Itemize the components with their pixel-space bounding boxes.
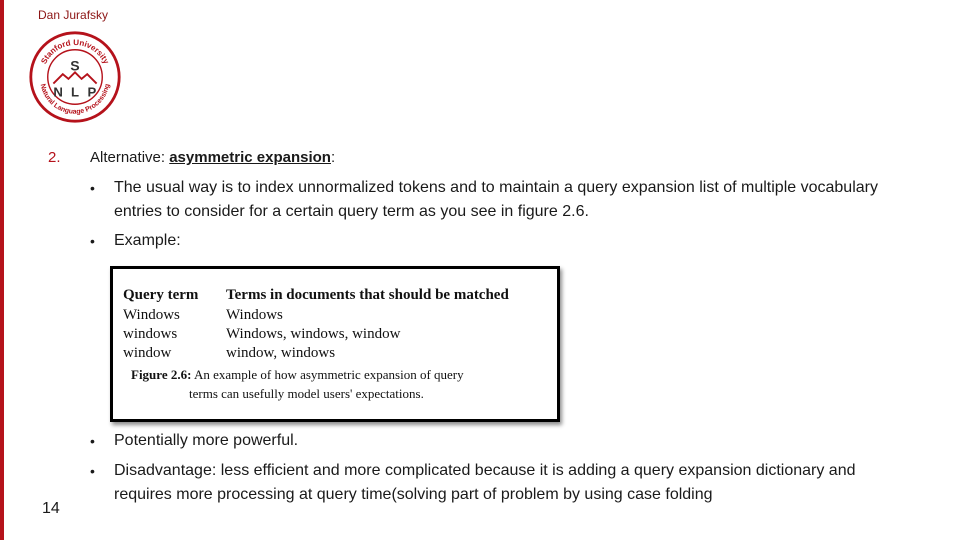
logo-letter-s: S — [70, 57, 80, 74]
logo-letter-n: N — [53, 84, 63, 100]
numbered-item — [48, 149, 335, 166]
bullet-dot-icon: • — [90, 233, 95, 249]
table-header-terms: Terms in documents that should be matched — [226, 287, 509, 303]
expansion-table — [123, 287, 509, 363]
figure-caption-line1: An example of how asymmetric expansion of query — [191, 367, 464, 382]
table-cell: Windows, windows, window — [226, 326, 401, 342]
bullet-dot-icon: • — [90, 463, 95, 479]
figure-caption-label: Figure 2.6: — [131, 367, 192, 382]
stanford-nlp-logo — [28, 30, 122, 124]
table-cell: windows — [123, 326, 178, 342]
table-row — [123, 325, 509, 344]
table-cell: window, windows — [226, 345, 336, 361]
logo-top-text: Stanford University — [39, 37, 111, 66]
figure-image — [110, 266, 560, 422]
table-row — [123, 344, 509, 363]
table-header-query-term: Query term — [123, 287, 199, 303]
item-number: 2. — [48, 149, 61, 166]
item-prefix: Alternative: — [90, 149, 170, 166]
author-name: Dan Jurafsky — [38, 8, 109, 22]
bullet-dot-icon: • — [90, 180, 95, 196]
table-cell: Windows — [226, 307, 283, 323]
bullet-text: Example: — [114, 232, 181, 249]
item-suffix: : — [330, 149, 336, 166]
mountain-icon — [53, 72, 96, 83]
bullet-text: The usual way is to index unnormalized tokens and to maintain a query expansion list of multiple vocabulary entries to consider for a certain query term as you see in figure 2.6. — [114, 179, 887, 220]
table-cell: window — [123, 345, 172, 361]
table-row — [123, 306, 509, 325]
left-accent-bar — [0, 0, 4, 540]
logo-letter-l: L — [70, 84, 80, 100]
figure-caption — [131, 365, 551, 403]
logo-letter-p: P — [87, 84, 97, 100]
table-cell: Windows — [123, 307, 180, 323]
bullet-text: Disadvantage: less efficient and more complicated because it is adding a query expansion dictionary and requires more processing at query time(solving part of problem by using case folding — [114, 462, 856, 503]
item-keyword: asymmetric expansion — [169, 149, 331, 166]
bullet-text: Potentially more powerful. — [114, 432, 299, 449]
figure-caption-line2: terms can usefully model users' expectations. — [189, 386, 424, 401]
bullet-dot-icon: • — [90, 433, 95, 449]
table-header-row — [123, 287, 509, 306]
logo-bottom-text: Natural Language Processing — [38, 83, 112, 116]
page-number: 14 — [42, 500, 60, 517]
